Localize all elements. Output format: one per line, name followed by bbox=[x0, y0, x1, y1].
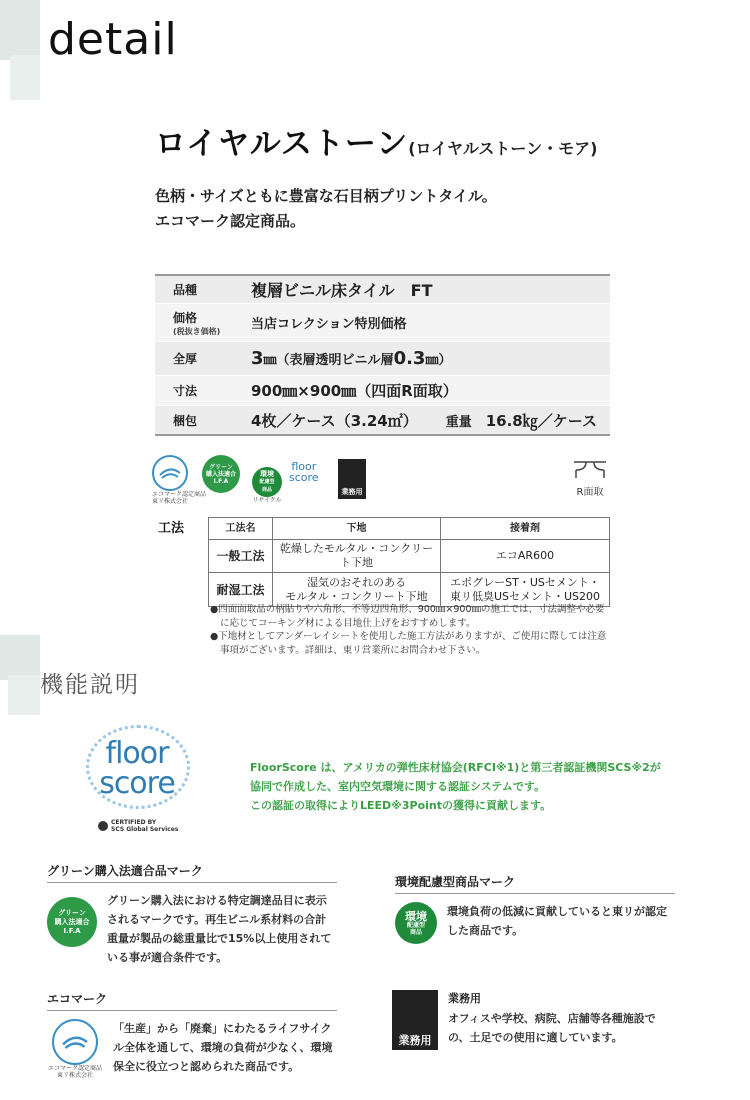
method-header: 工法名 bbox=[209, 518, 273, 540]
section-text: 環境負荷の低減に貢献していると東リが認定した商品です。 bbox=[447, 905, 667, 937]
floorscore-wordmark bbox=[94, 736, 180, 801]
shoes-icon bbox=[392, 990, 438, 1050]
floorscore-line: 協同で作成した、室内空気環境に関する認証システムです。 bbox=[250, 780, 546, 793]
r-chamfer-label: R面取 bbox=[576, 487, 604, 498]
gyomu-text: 業務用 bbox=[341, 488, 363, 496]
green-text: I.F.A bbox=[213, 477, 229, 485]
weight-label: 重量 bbox=[445, 414, 472, 430]
page-title: detail bbox=[48, 14, 178, 65]
kankyo-text: 配慮型 bbox=[406, 921, 425, 929]
spec-label bbox=[155, 309, 251, 337]
method-notes bbox=[210, 603, 610, 657]
green-text: I.F.A bbox=[63, 926, 81, 935]
product-heading bbox=[155, 118, 597, 163]
thickness-layer: 0.3 bbox=[393, 348, 426, 369]
thickness-note-end: ㎜） bbox=[425, 353, 452, 368]
method-adhesive: エコAR600 bbox=[441, 540, 610, 573]
kankyo-mark bbox=[252, 467, 282, 504]
scs-certified bbox=[98, 819, 178, 833]
kankyo-icon bbox=[395, 902, 437, 944]
kankyo-text: 配慮型 bbox=[259, 479, 275, 485]
method-base: 湿気のおそれのある モルタル・コンクリート下地 bbox=[273, 573, 441, 607]
eco-mark bbox=[152, 455, 206, 505]
green-mark-section bbox=[47, 862, 337, 967]
product-description bbox=[155, 184, 497, 234]
spec-label: 梱包 bbox=[173, 413, 198, 428]
size-value: 900㎜×900㎜（四面R面取） bbox=[251, 382, 458, 400]
gyomu-text: 業務用 bbox=[398, 1034, 432, 1047]
method-name: 一般工法 bbox=[209, 540, 273, 573]
green-mark bbox=[202, 455, 240, 493]
floorscore-mark bbox=[289, 461, 319, 483]
green-text: 購入法適合 bbox=[54, 917, 90, 926]
section-title: 環境配慮型商品マーク bbox=[395, 873, 675, 894]
eco-mark bbox=[47, 1019, 103, 1079]
floorscore-icon bbox=[289, 461, 319, 483]
green-purchase-icon bbox=[202, 455, 240, 493]
decor-square bbox=[8, 675, 40, 715]
r-chamfer-mark bbox=[572, 460, 608, 498]
scs-text: CERTIFIED BY bbox=[111, 819, 157, 826]
price-value: 当店コレクション特別価格 bbox=[251, 317, 407, 332]
spec-row-price bbox=[155, 304, 610, 342]
description-line: 色柄・サイズともに豊富な石目柄プリントタイル。 bbox=[155, 187, 497, 205]
floorscore-text: floor bbox=[291, 460, 317, 473]
product-subname: (ロイヤルストーン・モア) bbox=[408, 139, 598, 158]
floorscore-word: score bbox=[99, 766, 175, 801]
green-text: 購入法適合 bbox=[205, 470, 236, 478]
earth-hand-icon bbox=[60, 1030, 90, 1054]
section-title: 業務用 bbox=[448, 992, 481, 1005]
scs-text: SCS Global Services bbox=[111, 826, 179, 833]
earth-hand-icon bbox=[158, 463, 182, 483]
method-label: 工法 bbox=[158, 521, 185, 536]
kankyo-icon bbox=[252, 467, 282, 497]
price-label: 価格 bbox=[173, 310, 198, 325]
spec-label: 寸法 bbox=[173, 384, 198, 398]
note: ●四面面取品の柄貼りや六角形、不等辺四角形、900㎜×900㎜の施工では、寸法調整や必要に応じてコーキング材による目地仕上げをおすすめします。 bbox=[210, 604, 605, 629]
floorscore-text: score bbox=[289, 471, 319, 484]
method-header: 接着剤 bbox=[441, 518, 610, 540]
eco-caption: エコマーク認定商品 bbox=[47, 1065, 102, 1072]
spec-label: 全厚 bbox=[173, 352, 198, 366]
kankyo-text: 商品 bbox=[261, 487, 272, 493]
section-text: グリーン購入法における特定調達品目に表示されるマークです。再生ビニル系材料の合計重量が製品の総重量比で15%以上使用されている事が適合条件です。 bbox=[107, 894, 332, 964]
green-text: グリーン bbox=[209, 463, 233, 471]
decor-square bbox=[0, 635, 40, 680]
method-header: 下地 bbox=[273, 518, 441, 540]
green-text: グリーン bbox=[58, 908, 86, 917]
spec-row-size bbox=[155, 376, 610, 406]
spec-table bbox=[155, 274, 610, 436]
floorscore-logo bbox=[80, 725, 200, 835]
section-text: 「生産」から「廃棄」にわたるライフサイクル全体を通して、環境の負荷が少なく、環境保全に役立つと認められた商品です。 bbox=[113, 1022, 333, 1073]
gyomu-section bbox=[392, 990, 677, 1050]
floorscore-word: floor bbox=[105, 736, 169, 771]
kankyo-text: 商品 bbox=[409, 928, 422, 936]
scs-icon bbox=[98, 821, 108, 831]
spec-row-pack bbox=[155, 406, 610, 436]
weight-value: 16.8㎏／ケース bbox=[485, 411, 597, 430]
thickness-value bbox=[251, 348, 451, 369]
gyomu-mark bbox=[338, 459, 366, 499]
method-header-row bbox=[209, 518, 610, 540]
eco-caption: 東リ株式会社 bbox=[152, 498, 189, 505]
kankyo-text: 環境 bbox=[260, 470, 274, 478]
method-adhesive: エポグレーST・USセメント・ 東リ低臭USセメント・US200 bbox=[441, 573, 610, 607]
floorscore-description bbox=[250, 758, 670, 815]
eco-caption: 東リ株式会社 bbox=[56, 1072, 93, 1079]
decor-square bbox=[10, 55, 40, 100]
section-text: オフィスや学校、病院、店舗等各種施設での、土足での使用に適しています。 bbox=[448, 1012, 656, 1044]
shoes-icon bbox=[338, 459, 366, 499]
floorscore-line: この認証の取得によりLEED※3Pointの獲得に貢献します。 bbox=[250, 799, 552, 812]
method-row bbox=[209, 540, 610, 573]
section-title: エコマーク bbox=[47, 990, 337, 1011]
kankyo-section bbox=[395, 873, 675, 944]
r-chamfer-icon bbox=[572, 460, 608, 480]
green-purchase-icon bbox=[47, 897, 97, 947]
kankyo-text: 環境 bbox=[405, 909, 427, 923]
eco-caption: エコマーク認定商品 bbox=[152, 491, 207, 498]
floorscore-line: FloorScore は、アメリカの弾性床材協会(RFCI※1)と第三者認証機関SCS※2が bbox=[250, 761, 661, 774]
section-title: グリーン購入法適合品マーク bbox=[47, 862, 337, 883]
thickness-unit: ㎜ bbox=[263, 353, 277, 368]
features-title: 機能説明 bbox=[40, 672, 140, 698]
price-note: (税抜き価格) bbox=[173, 326, 221, 336]
thickness-note: （表層透明ビニル層 bbox=[276, 353, 394, 368]
method-name: 耐湿工法 bbox=[209, 573, 273, 607]
eco-section bbox=[47, 990, 337, 1079]
description-line: エコマーク認定商品。 bbox=[155, 212, 306, 230]
method-base: 乾燥したモルタル・コンクリート下地 bbox=[273, 540, 441, 573]
spec-row-type bbox=[155, 274, 610, 304]
method-row bbox=[209, 573, 610, 607]
eco-mark-icon bbox=[52, 1019, 98, 1065]
eco-mark-icon bbox=[152, 455, 188, 491]
spec-row-thickness bbox=[155, 342, 610, 376]
method-table bbox=[208, 517, 610, 607]
thickness-num: 3 bbox=[251, 348, 264, 369]
product-name: ロイヤルストーン bbox=[155, 126, 409, 162]
kankyo-caption: リサイクル bbox=[252, 497, 282, 504]
certification-icons bbox=[152, 455, 612, 507]
decor-square bbox=[0, 0, 40, 60]
spec-label: 品種 bbox=[173, 283, 198, 297]
spec-value: 複層ビニル床タイル FT bbox=[251, 281, 433, 300]
pack-value: 4枚／ケース（3.24㎡） bbox=[251, 411, 418, 430]
note: ●下地材としてアンダーレイシートを使用した施工方法がありますが、ご使用に際しては注意事項がございます。詳細は、東リ営業所にお問合わせ下さい。 bbox=[210, 631, 607, 656]
